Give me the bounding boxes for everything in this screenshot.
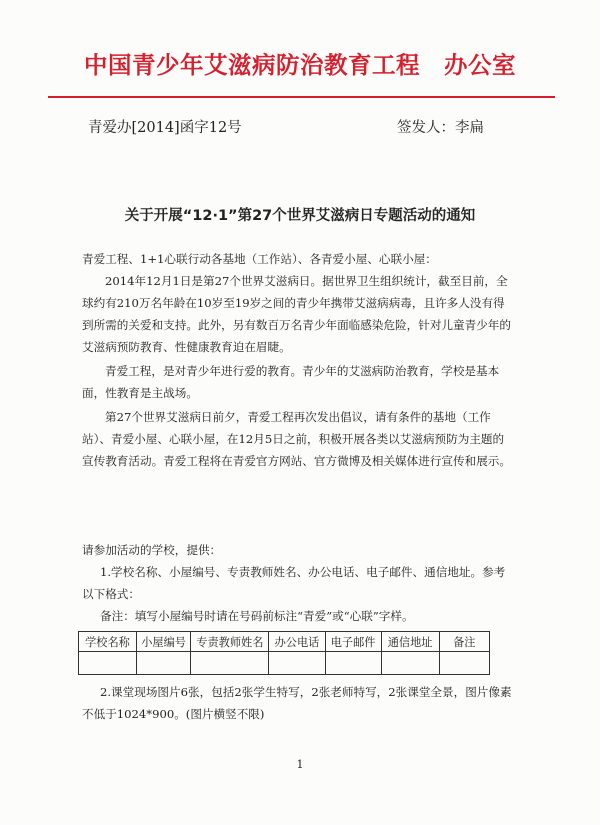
table-header-row [79,632,490,652]
submission-intro: 请参加活动的学校，提供： [82,543,222,557]
signer: 签发人：李扁 [397,120,484,136]
table-header-cell: 小屋编号 [136,632,190,652]
page-number: 1 [296,758,304,771]
letterhead-title: 中国青少年艾滋病防治教育工程 办公室 [84,51,516,79]
table-cell [79,652,137,675]
table-header-cell: 学校名称 [79,632,137,652]
table-cell [439,652,489,675]
paragraph-1: 2014年12月1日是第27个世界艾滋病日。据世界卫生组织统计，截至目前，全球约有210万名年龄在10岁至19岁之间的青少年携带艾滋病病毒，且许多人没有得到所需的关爱和支持。此外，另有数百万名青少年面临感染危险，针对儿童青少年的艾滋病预防教育、性健康教育迫在眉睫。 [82,274,511,354]
table-row [79,652,490,675]
submission-section-2 [82,681,512,725]
table-cell [325,652,381,675]
letterhead-red-rule [48,96,555,98]
table-cell [136,652,190,675]
document-number: 青爱办[2014]函字12号 [88,120,242,136]
table-header-cell: 专责教师姓名 [191,632,269,652]
table-header-cell: 通信地址 [381,632,439,652]
submission-note: 备注：填写小屋编号时请在号码前标注“青爱”或“心联”字样。 [100,609,414,623]
table-header-cell: 电子邮件 [325,632,381,652]
notice-title: 关于开展“12·1”第27个世界艾滋病日专题活动的通知 [124,208,476,224]
info-format-table [78,631,490,675]
submission-item-2: 2.课堂现场图片6张，包括2张学生特写，2张老师特写，2张课堂全景，图片像素不低于1024*900。(图片横竖不限) [82,685,512,721]
table-cell [381,652,439,675]
notice-body [82,248,512,472]
table-cell [269,652,325,675]
submission-item-1: 1.学校名称、小屋编号、专责教师姓名、办公电话、电子邮件、通信地址。参考以下格式： [82,565,506,601]
submission-section [82,539,512,627]
paragraph-3: 第27个世界艾滋病日前夕，青爱工程再次发出倡议，请有条件的基地（工作站）、青爱小屋、心联小屋，在12月5日之前，积极开展各类以艾滋病预防为主题的宣传教育活动。青爱工程将在青爱官方网站、官方微博及相关媒体进行宣传和展示。 [82,410,511,468]
table-cell [191,652,269,675]
table-header-cell: 办公电话 [269,632,325,652]
paragraph-2: 青爱工程，是对青少年进行爱的教育。青少年的艾滋病防治教育，学校是基本面，性教育是主战场。 [82,364,500,400]
table-header-cell: 备注 [439,632,489,652]
recipients-line: 青爱工程、1+1心联行动各基地（工作站）、各青爱小屋、心联小屋： [82,252,437,266]
